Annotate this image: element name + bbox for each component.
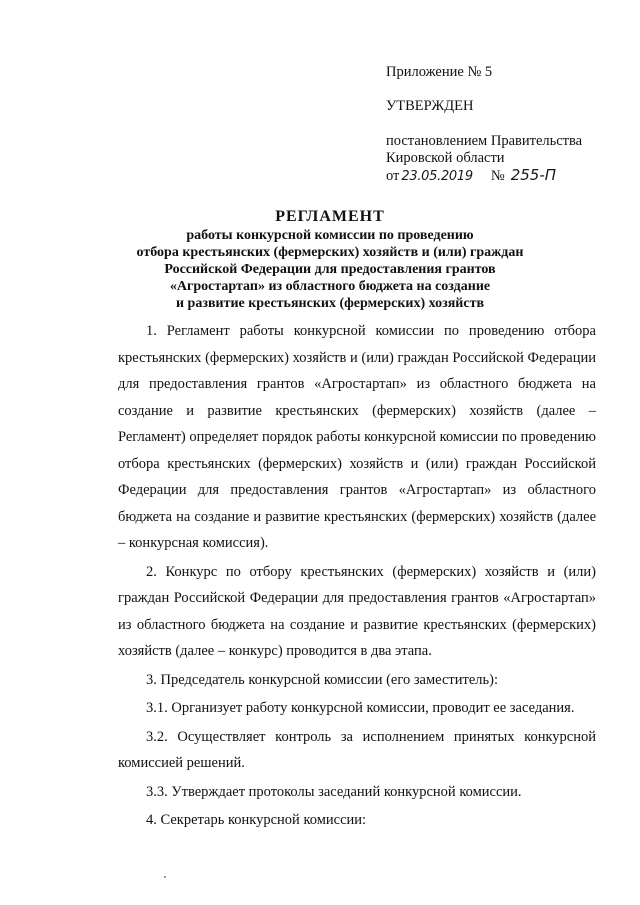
paragraph-4: 4. Секретарь конкурсной комиссии: bbox=[146, 812, 367, 828]
approval-line-2: Кировской области bbox=[386, 150, 505, 166]
approval-block bbox=[386, 64, 616, 185]
approval-date-number-row bbox=[386, 167, 616, 185]
paragraph-3-3: 3.3. Утверждает протоколы заседаний конкурсной комиссии. bbox=[146, 783, 522, 800]
title-line-3: Российской Федерации для предоставления грантов bbox=[164, 262, 496, 277]
paragraph-1: 1. Регламент работы конкурсной комиссии по проведению отбора крестьянских (фермерских) хозяйств и (или) граждан Российской Федерации для предоставления грантов «Агростартап» из областного бюджета на создание и развитие крестьянских (фермерских) хозяйств (далее – Регламент) определяет порядок работы конкурсной комиссии по проведению отбора крестьянских (фермерских) хозяйств и (или) граждан Российской Федерации для предоставления грантов «Агростартап» из областного бюджета на создание и развитие крестьянских (фермерских) хозяйств (далее – конкурсная комиссия). bbox=[118, 323, 596, 551]
scan-speck bbox=[164, 876, 166, 878]
title-main: РЕГЛАМЕНТ bbox=[275, 208, 385, 225]
paragraph-2: 2. Конкурс по отбору крестьянских (фермерских) хозяйств и (или) граждан Российской Федерации для предоставления грантов «Агростартап» из областного бюджета на создание и развитие крестьянских (фермерских) хозяйств (далее – конкурс) проводится в два этапа. bbox=[118, 563, 596, 659]
paragraph-3: 3. Председатель конкурсной комиссии (его заместитель): bbox=[146, 671, 498, 688]
paragraph-3-2: 3.2. Осуществляет контроль за исполнением принятых конкурсной комиссией решений. bbox=[118, 728, 596, 771]
number-label: № bbox=[490, 168, 505, 184]
document-body bbox=[118, 318, 596, 834]
title-line-4: «Агростартап» из областного бюджета на создание bbox=[169, 279, 491, 294]
from-label: от bbox=[386, 168, 400, 184]
title-line-5: и развитие крестьянских (фермерских) хозяйств bbox=[175, 296, 485, 311]
handwritten-date: 23.05.2019 bbox=[401, 169, 473, 184]
document-title bbox=[60, 208, 600, 312]
title-line-1: работы конкурсной комиссии по проведению bbox=[186, 228, 474, 243]
appendix-label: Приложение № 5 bbox=[386, 64, 493, 80]
paragraph-3-1: 3.1. Организует работу конкурсной комиссии, проводит ее заседания. bbox=[146, 700, 575, 716]
approval-line-1: постановлением Правительства bbox=[386, 133, 583, 149]
handwritten-number: 255-П bbox=[510, 166, 557, 184]
approved-heading: УТВЕРЖДЕН bbox=[386, 98, 474, 114]
title-line-2: отбора крестьянских (фермерских) хозяйств и (или) граждан bbox=[136, 245, 524, 260]
